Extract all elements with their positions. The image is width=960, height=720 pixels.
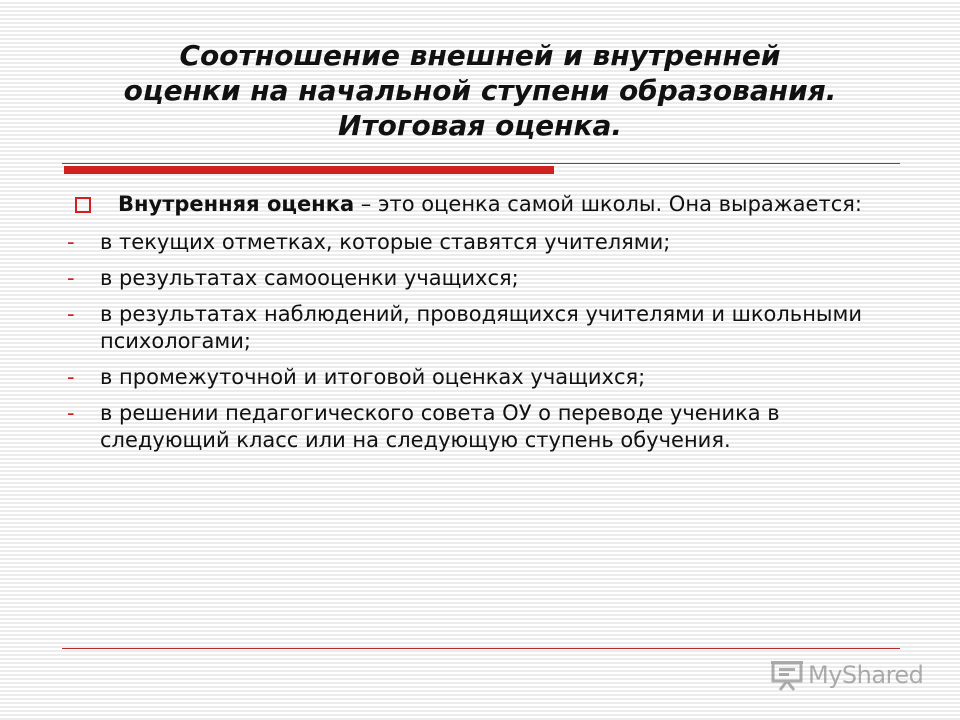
square-bullet-icon: [75, 197, 91, 213]
bullet-item: [75, 191, 905, 218]
dash-marker: -: [67, 401, 75, 425]
divider-thin-line: [62, 163, 900, 164]
title-line: Итоговая оценка.: [338, 109, 622, 142]
divider-accent-bar: [64, 166, 554, 174]
list-item: [67, 301, 905, 355]
bullet-text: – это оценка самой школы. Она выражается:: [354, 192, 862, 216]
list-item-text: в результатах наблюдений, проводящихся учителями и школьными психологами;: [100, 302, 862, 353]
title-line: оценки на начальной ступени образования.: [123, 74, 837, 107]
list-item-text: в результатах самооценки учащихся;: [100, 266, 519, 290]
footer-divider: [62, 648, 900, 649]
title-line: Соотношение внешней и внутренней: [179, 39, 781, 72]
title-divider: [62, 160, 900, 174]
dash-marker: -: [67, 302, 75, 326]
slide-content: [67, 191, 905, 463]
watermark-text: MyShared: [808, 661, 924, 689]
list-item-text: в решении педагогического совета ОУ о переводе ученика в следующий класс или на следующую ступень обучения.: [100, 401, 780, 452]
watermark-logo: [770, 658, 923, 692]
list-item: [67, 265, 905, 292]
list-item-text: в промежуточной и итоговой оценках учащихся;: [100, 365, 646, 389]
list-item-text: в текущих отметках, которые ставятся учителями;: [100, 230, 671, 254]
list-item: [67, 364, 905, 391]
dash-marker: -: [67, 365, 75, 389]
list-item: [67, 400, 905, 454]
dash-marker: -: [67, 266, 75, 290]
list-item: [67, 229, 905, 256]
presentation-board-icon: [770, 659, 804, 691]
dash-marker: -: [67, 230, 75, 254]
slide-title: [40, 38, 920, 143]
bullet-term: Внутренняя оценка: [118, 192, 355, 216]
